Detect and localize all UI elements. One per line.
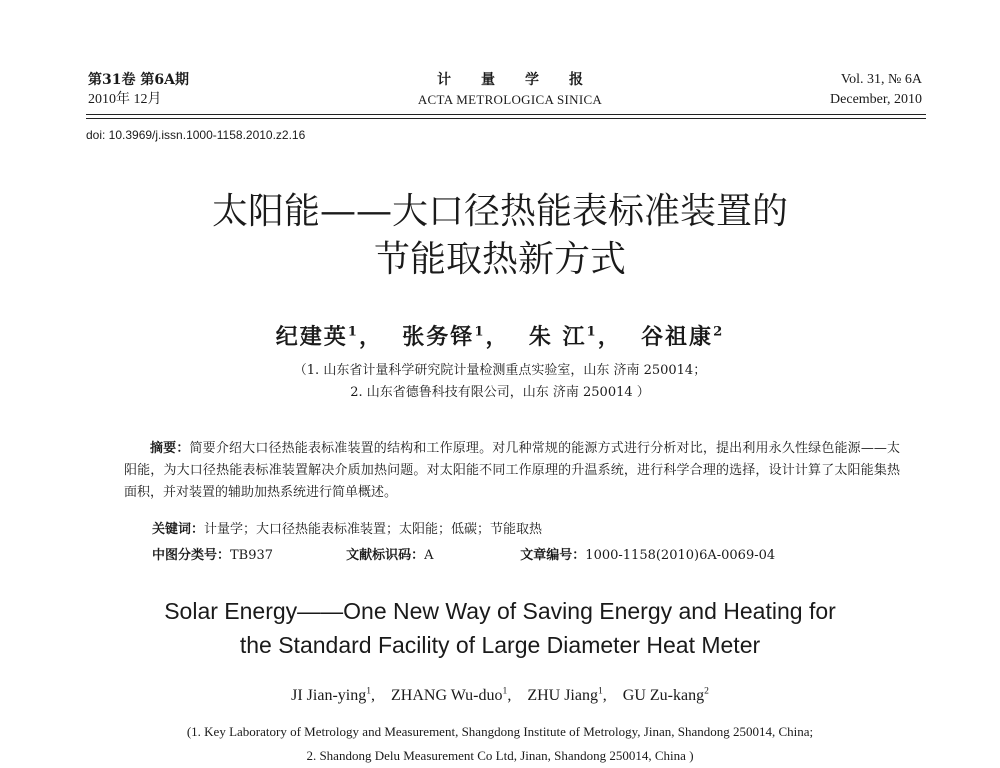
clc-value: TB937 bbox=[230, 548, 274, 563]
abstract-label: 摘要： bbox=[150, 441, 190, 456]
title-en-line1: Solar Energy——One New Way of Saving Energy and Heating for bbox=[164, 598, 836, 624]
affiliation-cn-1: （1. 山东省计量科学研究院计量检测重点实验室，山东 济南 250014； bbox=[293, 363, 707, 378]
keywords-text: 计量学；大口径热能表标准装置；太阳能；低碳；节能取热 bbox=[204, 522, 543, 537]
abstract-text: 简要介绍大口径热能表标准装置的结构和工作原理。对几种常规的能源方式进行分析对比，提出利用永久性绿色能源——太阳能，为大口径热能表标准装置解决介质加热问题。对太阳能不同工作原理的升温系统，进行科学合理的选择，设计计算了太阳能集热面积，并对装置的辅助加热系统进行简单概述。 bbox=[124, 441, 900, 500]
abstract bbox=[124, 438, 900, 504]
header-rule-top bbox=[86, 114, 926, 115]
title-cn-line1: 太阳能——大口径热能表标准装置的 bbox=[211, 191, 788, 232]
author-en: ZHANG Wu-duo$^1$, bbox=[391, 686, 524, 705]
classification-line bbox=[152, 544, 912, 563]
journal-header-center bbox=[390, 70, 630, 110]
author-cn: 张务铎$^1$， bbox=[402, 324, 520, 350]
affiliations-en bbox=[0, 720, 1000, 768]
journal-name-en: ACTA METROLOGICA SINICA bbox=[417, 92, 603, 107]
affiliations-cn bbox=[0, 360, 1000, 404]
keywords-label: 关键词： bbox=[152, 522, 205, 537]
author-en: GU Zu-kang$^2$ bbox=[622, 686, 709, 705]
author-cn: 谷祖康$^2$ bbox=[641, 324, 725, 350]
author-en: ZHU Jiang$^1$, bbox=[527, 686, 619, 705]
clc-label: 中图分类号： bbox=[152, 548, 231, 563]
title-cn-line2: 节能取热新方式 bbox=[373, 239, 626, 280]
article-no-value: 1000-1158(2010)6A-0069-04 bbox=[585, 548, 776, 563]
keywords bbox=[152, 518, 542, 537]
journal-name-cn: 计量学报 bbox=[437, 72, 613, 88]
title-en bbox=[0, 594, 1000, 662]
header-rule-bottom bbox=[86, 118, 926, 119]
affiliation-en-1: (1. Key Laboratory of Metrology and Measurement, Shangdong Institute of Metrology, Jinan, Shandong 250014, China; bbox=[186, 724, 814, 739]
journal-header-left bbox=[88, 70, 189, 110]
authors-cn bbox=[0, 320, 1000, 351]
volume-issue-cn: 第31卷 第6A期 bbox=[88, 72, 189, 88]
affiliation-en-2: 2. Shandong Delu Measurement Co Ltd, Jinan, Shandong 250014, China ) bbox=[306, 748, 694, 763]
date-cn: 2010年 12月 bbox=[88, 92, 162, 107]
volume-issue-en: Vol. 31, № 6A bbox=[840, 72, 922, 87]
date-en: December, 2010 bbox=[830, 92, 922, 107]
doc-code-label: 文献标识码： bbox=[346, 548, 425, 563]
title-en-line2: the Standard Facility of Large Diameter Heat Meter bbox=[239, 632, 761, 658]
title-cn bbox=[0, 188, 1000, 284]
article-no-label: 文章编号： bbox=[520, 548, 586, 563]
author-en: JI Jian-ying$^1$, bbox=[291, 686, 388, 705]
author-cn: 纪建英$^1$， bbox=[275, 324, 393, 350]
author-cn: 朱 江$^1$， bbox=[528, 324, 632, 350]
doi: doi: 10.3969/j.issn.1000-1158.2010.z2.16 bbox=[86, 128, 306, 142]
doc-code-value: A bbox=[424, 548, 434, 563]
affiliation-cn-2: 2. 山东省德鲁科技有限公司，山东 济南 250014 ） bbox=[350, 385, 650, 400]
journal-header-right bbox=[830, 70, 922, 110]
authors-en bbox=[0, 686, 1000, 705]
